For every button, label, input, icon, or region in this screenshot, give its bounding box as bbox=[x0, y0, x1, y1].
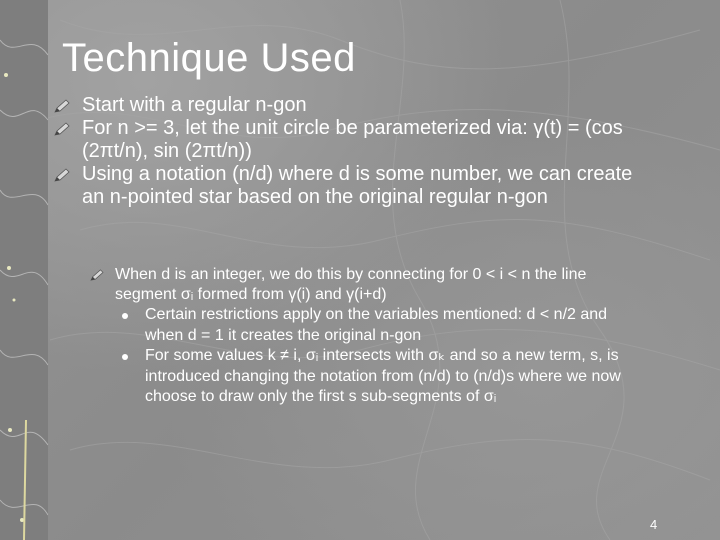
sub-bullet-text: When d is an integer, we do this by connecting for 0 < i < n the line segment σᵢ formed from γ(i) and γ(i+d) bbox=[115, 266, 587, 303]
sub-sub-bullet-item bbox=[115, 346, 645, 408]
pencil-bullet-icon bbox=[90, 269, 104, 281]
sub-bullet-item bbox=[90, 265, 645, 408]
dot-bullet-icon bbox=[122, 313, 128, 319]
sub-sub-bullet-item bbox=[115, 305, 645, 346]
sub-sub-bullet-text: Certain restrictions apply on the variables mentioned: d < n/2 and when d = 1 it creates the original n-gon bbox=[145, 306, 608, 344]
bullet-text: Start with a regular n-gon bbox=[82, 94, 307, 116]
sub-sub-bullet-list bbox=[115, 305, 645, 408]
pencil-bullet-icon bbox=[54, 99, 70, 113]
left-decorative-strip bbox=[0, 0, 48, 540]
main-bullet-list bbox=[54, 94, 644, 209]
page-number: 4 bbox=[650, 517, 658, 532]
sub-bullet-list bbox=[90, 265, 645, 408]
bullet-item bbox=[54, 94, 644, 117]
pencil-bullet-icon bbox=[54, 168, 70, 182]
bullet-text: Using a notation (n/d) where d is some number, we can create an n-pointed star based on the original regular n-gon bbox=[82, 163, 633, 208]
slide-title: Technique Used bbox=[62, 36, 356, 80]
sub-sub-bullet-text: For some values k ≠ i, σᵢ intersects with σₖ and so a new term, s, is introduced changing the notation from (n/d) to (n/d)s where we now choose to draw only the first s sub-segments of σᵢ bbox=[145, 347, 621, 405]
bullet-item bbox=[54, 117, 644, 163]
pencil-bullet-icon bbox=[54, 122, 70, 136]
bullet-item bbox=[54, 163, 644, 209]
dot-bullet-icon bbox=[122, 354, 128, 360]
bullet-text: For n >= 3, let the unit circle be parameterized via: γ(t) = (cos (2πt/n), sin (2πt/n)) bbox=[82, 117, 623, 162]
